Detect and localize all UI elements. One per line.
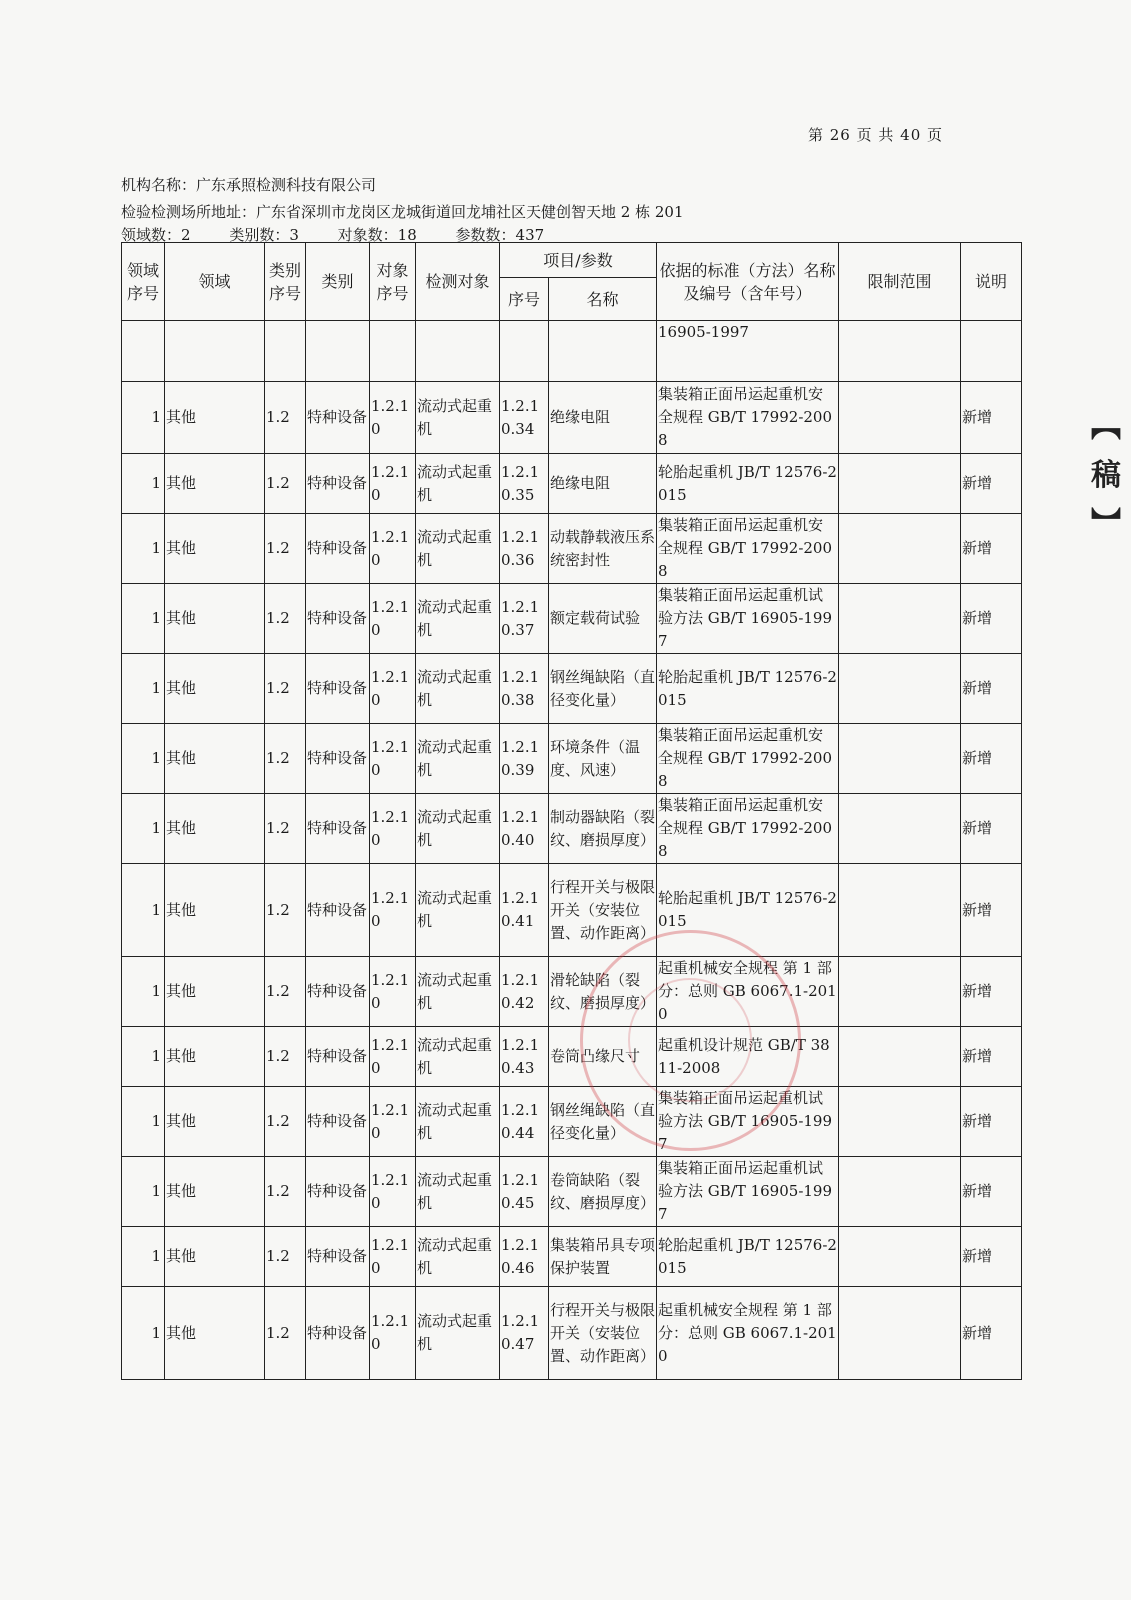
cell-object-no: 1.2.10 [370,382,416,454]
cell-category-no: 1.2 [265,1227,306,1287]
cell-object: 流动式起重机 [416,957,500,1027]
cell-category-no: 1.2 [265,382,306,454]
cell-item-name: 钢丝绳缺陷（直径变化量） [549,1087,657,1157]
cell-object-no: 1.2.10 [370,1157,416,1227]
cell-category: 特种设备 [306,514,370,584]
cell-limit [839,1087,961,1157]
cell-object-no: 1.2.10 [370,1027,416,1087]
cell-category: 特种设备 [306,1087,370,1157]
cell-domain-no: 1 [122,724,165,794]
cell-item-name: 动载静载液压系统密封性 [549,514,657,584]
table-row [122,654,1022,724]
cell-limit [839,957,961,1027]
cell-standard: 轮胎起重机 JB/T 12576-2015 [657,454,839,514]
cell-category: 特种设备 [306,1227,370,1287]
cell-domain: 其他 [165,654,265,724]
cell-category-no: 1.2 [265,794,306,864]
table-row [122,864,1022,957]
cell-domain: 其他 [165,1087,265,1157]
cell-note: 新增 [961,382,1022,454]
table-row [122,1087,1022,1157]
scope-table [121,242,1022,1380]
cell-category: 特种设备 [306,1027,370,1087]
cell-object-no: 1.2.10 [370,1087,416,1157]
cell-item-name: 行程开关与极限开关（安装位置、动作距离） [549,864,657,957]
cell-limit [839,454,961,514]
cell-note: 新增 [961,584,1022,654]
cell-domain-no: 1 [122,1157,165,1227]
cell-object-no: 1.2.10 [370,864,416,957]
cell-item-no: 1.2.10.45 [500,1157,549,1227]
cell-item-name: 行程开关与极限开关（安装位置、动作距离） [549,1287,657,1380]
header-note: 说明 [961,243,1022,321]
cell-standard: 轮胎起重机 JB/T 12576-2015 [657,1227,839,1287]
cell-object: 流动式起重机 [416,1227,500,1287]
cell-category-no: 1.2 [265,1087,306,1157]
cell-note: 新增 [961,957,1022,1027]
cell-domain: 其他 [165,1157,265,1227]
cell-domain-no: 1 [122,1087,165,1157]
cell-limit [839,794,961,864]
cell-object-no: 1.2.10 [370,514,416,584]
table-row [122,1157,1022,1227]
cell-domain-no: 1 [122,794,165,864]
cell-domain-no: 1 [122,382,165,454]
cell-domain-no: 1 [122,1027,165,1087]
cell-domain: 其他 [165,724,265,794]
cell-object-no: 1.2.10 [370,654,416,724]
cell-item-name: 钢丝绳缺陷（直径变化量） [549,654,657,724]
cell-category: 特种设备 [306,957,370,1027]
cell-standard: 起重机械安全规程 第 1 部分：总则 GB 6067.1-2010 [657,1287,839,1380]
cell-standard: 集装箱正面吊运起重机试验方法 GB/T 16905-1997 [657,1087,839,1157]
cell-object: 流动式起重机 [416,1087,500,1157]
cell-item-no: 1.2.10.37 [500,584,549,654]
cell-category: 特种设备 [306,584,370,654]
cell-category-no: 1.2 [265,957,306,1027]
cell-standard: 起重机械安全规程 第 1 部分：总则 GB 6067.1-2010 [657,957,839,1027]
cell-note: 新增 [961,1087,1022,1157]
page-number: 第 26 页 共 40 页 [808,126,944,144]
cell-object: 流动式起重机 [416,654,500,724]
header-item-name: 名称 [549,278,657,321]
cell-note: 新增 [961,1027,1022,1087]
cell-domain: 其他 [165,514,265,584]
cell-limit [839,864,961,957]
cell-item-name: 集装箱吊具专项保护装置 [549,1227,657,1287]
cell-category-no: 1.2 [265,584,306,654]
table-row [122,957,1022,1027]
cell-item-name: 环境条件（温度、风速） [549,724,657,794]
cell-item-name: 绝缘电阻 [549,454,657,514]
cell-domain: 其他 [165,1287,265,1380]
cell-note: 新增 [961,654,1022,724]
cell-note: 新增 [961,1157,1022,1227]
header-domain-no: 领域序号 [122,243,165,321]
cell-limit [839,514,961,584]
table-row [122,382,1022,454]
cell-domain-no: 1 [122,864,165,957]
table-row [122,584,1022,654]
cell-limit [839,1027,961,1087]
cell-domain: 其他 [165,864,265,957]
table-row [122,1287,1022,1380]
cell-category: 特种设备 [306,382,370,454]
table-row [122,1227,1022,1287]
cell-note: 新增 [961,794,1022,864]
test-address: 检验检测场所地址：广东省深圳市龙岗区龙城街道回龙埔社区天健创智天地 2 栋 201 [121,203,684,221]
header-object: 检测对象 [416,243,500,321]
cell-object: 流动式起重机 [416,454,500,514]
cell-standard: 集装箱正面吊运起重机试验方法 GB/T 16905-1997 [657,584,839,654]
cell-category-no: 1.2 [265,1027,306,1087]
cell-standard: 轮胎起重机 JB/T 12576-2015 [657,654,839,724]
header-item-group: 项目/参数 [500,243,657,278]
cell-standard: 轮胎起重机 JB/T 12576-2015 [657,864,839,957]
cell-object: 流动式起重机 [416,584,500,654]
cell-item-no: 1.2.10.38 [500,654,549,724]
cell-object: 流动式起重机 [416,1157,500,1227]
cell-category: 特种设备 [306,864,370,957]
cell-limit [839,1227,961,1287]
cell-category: 特种设备 [306,454,370,514]
cell-item-no: 1.2.10.35 [500,454,549,514]
cell-item-name: 卷筒缺陷（裂纹、磨损厚度） [549,1157,657,1227]
cell-domain: 其他 [165,1227,265,1287]
cell-object-no: 1.2.10 [370,957,416,1027]
cell-note: 新增 [961,454,1022,514]
cell-domain: 其他 [165,454,265,514]
cell-category-no: 1.2 [265,1287,306,1380]
cell-item-no: 1.2.10.46 [500,1227,549,1287]
cell-domain-no: 1 [122,584,165,654]
table-row [122,1027,1022,1087]
cell-note: 新增 [961,1287,1022,1380]
cell-domain-no: 1 [122,1287,165,1380]
cell-item-no: 1.2.10.44 [500,1087,549,1157]
object-count: 对象数：18 [337,226,417,244]
cell-item-no: 1.2.10.41 [500,864,549,957]
header-object-no: 对象序号 [370,243,416,321]
cell-limit [839,382,961,454]
category-count: 类别数：3 [229,226,299,244]
cell-domain: 其他 [165,382,265,454]
cell-category-no: 1.2 [265,864,306,957]
cell-standard: 集装箱正面吊运起重机安全规程 GB/T 17992-2008 [657,382,839,454]
cell-object-no: 1.2.10 [370,1227,416,1287]
cell-object: 流动式起重机 [416,514,500,584]
cell-object: 流动式起重机 [416,724,500,794]
cell-standard: 起重机设计规范 GB/T 3811-2008 [657,1027,839,1087]
cell-category: 特种设备 [306,724,370,794]
cell-object-no: 1.2.10 [370,724,416,794]
cell-item-name: 制动器缺陷（裂纹、磨损厚度） [549,794,657,864]
domain-count: 领域数：2 [121,226,191,244]
cell-object: 流动式起重机 [416,794,500,864]
header-standard: 依据的标准（方法）名称及编号（含年号） [657,243,839,321]
cell-limit [839,724,961,794]
cell-domain-no: 1 [122,654,165,724]
cell-limit [839,1157,961,1227]
table-row [122,454,1022,514]
cell-limit [839,584,961,654]
cell-category: 特种设备 [306,794,370,864]
cell-note: 新增 [961,514,1022,584]
cell-standard: 集装箱正面吊运起重机安全规程 GB/T 17992-2008 [657,724,839,794]
header-category-no: 类别序号 [265,243,306,321]
cell-item-no: 1.2.10.34 [500,382,549,454]
cell-item-name: 额定载荷试验 [549,584,657,654]
cell-limit [839,654,961,724]
cell-standard: 16905-1997 [657,321,839,382]
cell-domain-no: 1 [122,454,165,514]
cell-object-no: 1.2.10 [370,1287,416,1380]
cell-category-no: 1.2 [265,514,306,584]
cell-item-no: 1.2.10.42 [500,957,549,1027]
cell-object-no: 1.2.10 [370,794,416,864]
cell-item-name: 卷筒凸缘尺寸 [549,1027,657,1087]
cell-domain: 其他 [165,794,265,864]
cell-item-no: 1.2.10.43 [500,1027,549,1087]
side-seal-mark: 【 稿 】 [1085,410,1120,541]
cell-item-no: 1.2.10.39 [500,724,549,794]
cell-category: 特种设备 [306,654,370,724]
cell-category-no: 1.2 [265,1157,306,1227]
header-limit: 限制范围 [839,243,961,321]
cell-standard: 集装箱正面吊运起重机安全规程 GB/T 17992-2008 [657,794,839,864]
cell-object: 流动式起重机 [416,864,500,957]
cell-object-no: 1.2.10 [370,584,416,654]
table-row [122,724,1022,794]
cell-object: 流动式起重机 [416,1027,500,1087]
cell-domain-no: 1 [122,1227,165,1287]
cell-limit [839,1287,961,1380]
cell-object-no: 1.2.10 [370,454,416,514]
cell-domain-no: 1 [122,957,165,1027]
cell-category-no: 1.2 [265,724,306,794]
table-row [122,514,1022,584]
cell-category: 特种设备 [306,1287,370,1380]
cell-note: 新增 [961,1227,1022,1287]
cell-category-no: 1.2 [265,454,306,514]
cell-domain: 其他 [165,584,265,654]
cell-category-no: 1.2 [265,654,306,724]
cell-note: 新增 [961,724,1022,794]
cell-domain: 其他 [165,1027,265,1087]
cell-standard: 集装箱正面吊运起重机试验方法 GB/T 16905-1997 [657,1157,839,1227]
continuation-row [122,321,1022,382]
cell-object: 流动式起重机 [416,1287,500,1380]
cell-item-no: 1.2.10.40 [500,794,549,864]
cell-item-no: 1.2.10.36 [500,514,549,584]
cell-item-name: 滑轮缺陷（裂纹、磨损厚度） [549,957,657,1027]
cell-object: 流动式起重机 [416,382,500,454]
table-row [122,794,1022,864]
cell-note: 新增 [961,864,1022,957]
cell-item-name: 绝缘电阻 [549,382,657,454]
cell-item-no: 1.2.10.47 [500,1287,549,1380]
cell-standard: 集装箱正面吊运起重机安全规程 GB/T 17992-2008 [657,514,839,584]
cell-category: 特种设备 [306,1157,370,1227]
param-count: 参数数：437 [455,226,545,244]
header-domain: 领域 [165,243,265,321]
header-item-no: 序号 [500,278,549,321]
cell-domain: 其他 [165,957,265,1027]
org-name: 机构名称：广东承照检测科技有限公司 [121,176,377,194]
header-category: 类别 [306,243,370,321]
cell-domain-no: 1 [122,514,165,584]
